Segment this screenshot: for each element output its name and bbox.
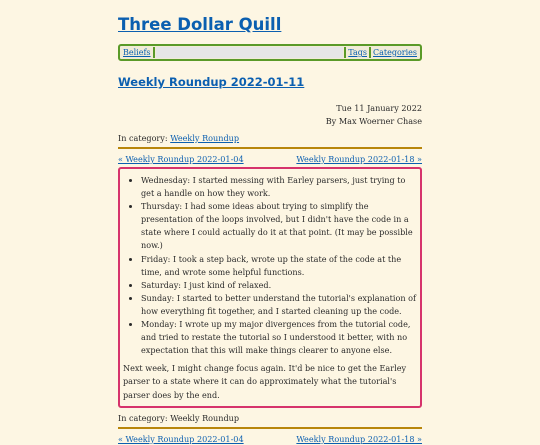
- category-prefix: In category:: [118, 133, 168, 143]
- nav-spacer: [156, 47, 344, 58]
- list-item: • Saturday: I just kind of relaxed.: [141, 279, 417, 292]
- post-author: By Max Woerner Chase: [325, 116, 422, 126]
- category-prefix: In category:: [118, 412, 168, 423]
- pager-bottom: [118, 434, 422, 445]
- post-category-bottom: [118, 412, 422, 424]
- post-date: Tue 11 January 2022: [336, 103, 422, 113]
- page-container: [118, 14, 422, 445]
- post-meta: [118, 102, 422, 128]
- nav-link-tags[interactable]: Tags: [348, 48, 367, 57]
- day-list: [123, 174, 417, 357]
- nav-link-beliefs[interactable]: Beliefs: [123, 48, 151, 57]
- category-link[interactable]: Weekly Roundup: [170, 412, 240, 423]
- top-nav-bar: [118, 44, 422, 61]
- nav-divider: [153, 47, 155, 58]
- prev-post-link[interactable]: « Weekly Roundup 2022-01-04: [118, 154, 244, 164]
- post-title-link[interactable]: Weekly Roundup 2022-01-11: [118, 75, 305, 89]
- list-item: • Monday: I wrote up my major divergences from the tutorial code, and tried to restate the tutorial so I understood it better, with no expectation that this will make things clearer to anyone else.: [141, 318, 417, 357]
- post-category-top: [118, 132, 422, 144]
- list-item: • Thursday: I had some ideas about trying to simplify the presentation of the loops involved, but I didn't have the code in a state where I could actually do it at that point. (It may be possible now.): [141, 200, 417, 252]
- nav-link-categories[interactable]: Categories: [373, 48, 417, 57]
- category-link[interactable]: Weekly Roundup: [170, 133, 240, 143]
- divider-rule: [118, 147, 422, 149]
- list-item: • Friday: I took a step back, wrote up the state of the code at the time, and wrote some helpful functions.: [141, 253, 417, 279]
- list-item: • Wednesday: I started messing with Earley parsers, just trying to get a handle on how they work.: [141, 174, 417, 200]
- pager-top: [118, 154, 422, 165]
- closing-paragraph: Next week, I might change focus again. It'd be nice to get the Earley parser to a state where it can do approximately what the tutorial's parser does by the end.: [123, 363, 407, 400]
- post-content: [118, 167, 422, 408]
- site-title-link[interactable]: Three Dollar Quill: [118, 15, 282, 34]
- next-post-link[interactable]: Weekly Roundup 2022-01-18 »: [296, 154, 422, 164]
- next-post-link[interactable]: Weekly Roundup 2022-01-18 »: [296, 433, 422, 444]
- divider-rule: [118, 427, 422, 429]
- prev-post-link[interactable]: « Weekly Roundup 2022-01-04: [118, 433, 244, 444]
- list-item: • Sunday: I started to better understand the tutorial's explanation of how everything fit together, and I started cleaning up the code.: [141, 292, 417, 318]
